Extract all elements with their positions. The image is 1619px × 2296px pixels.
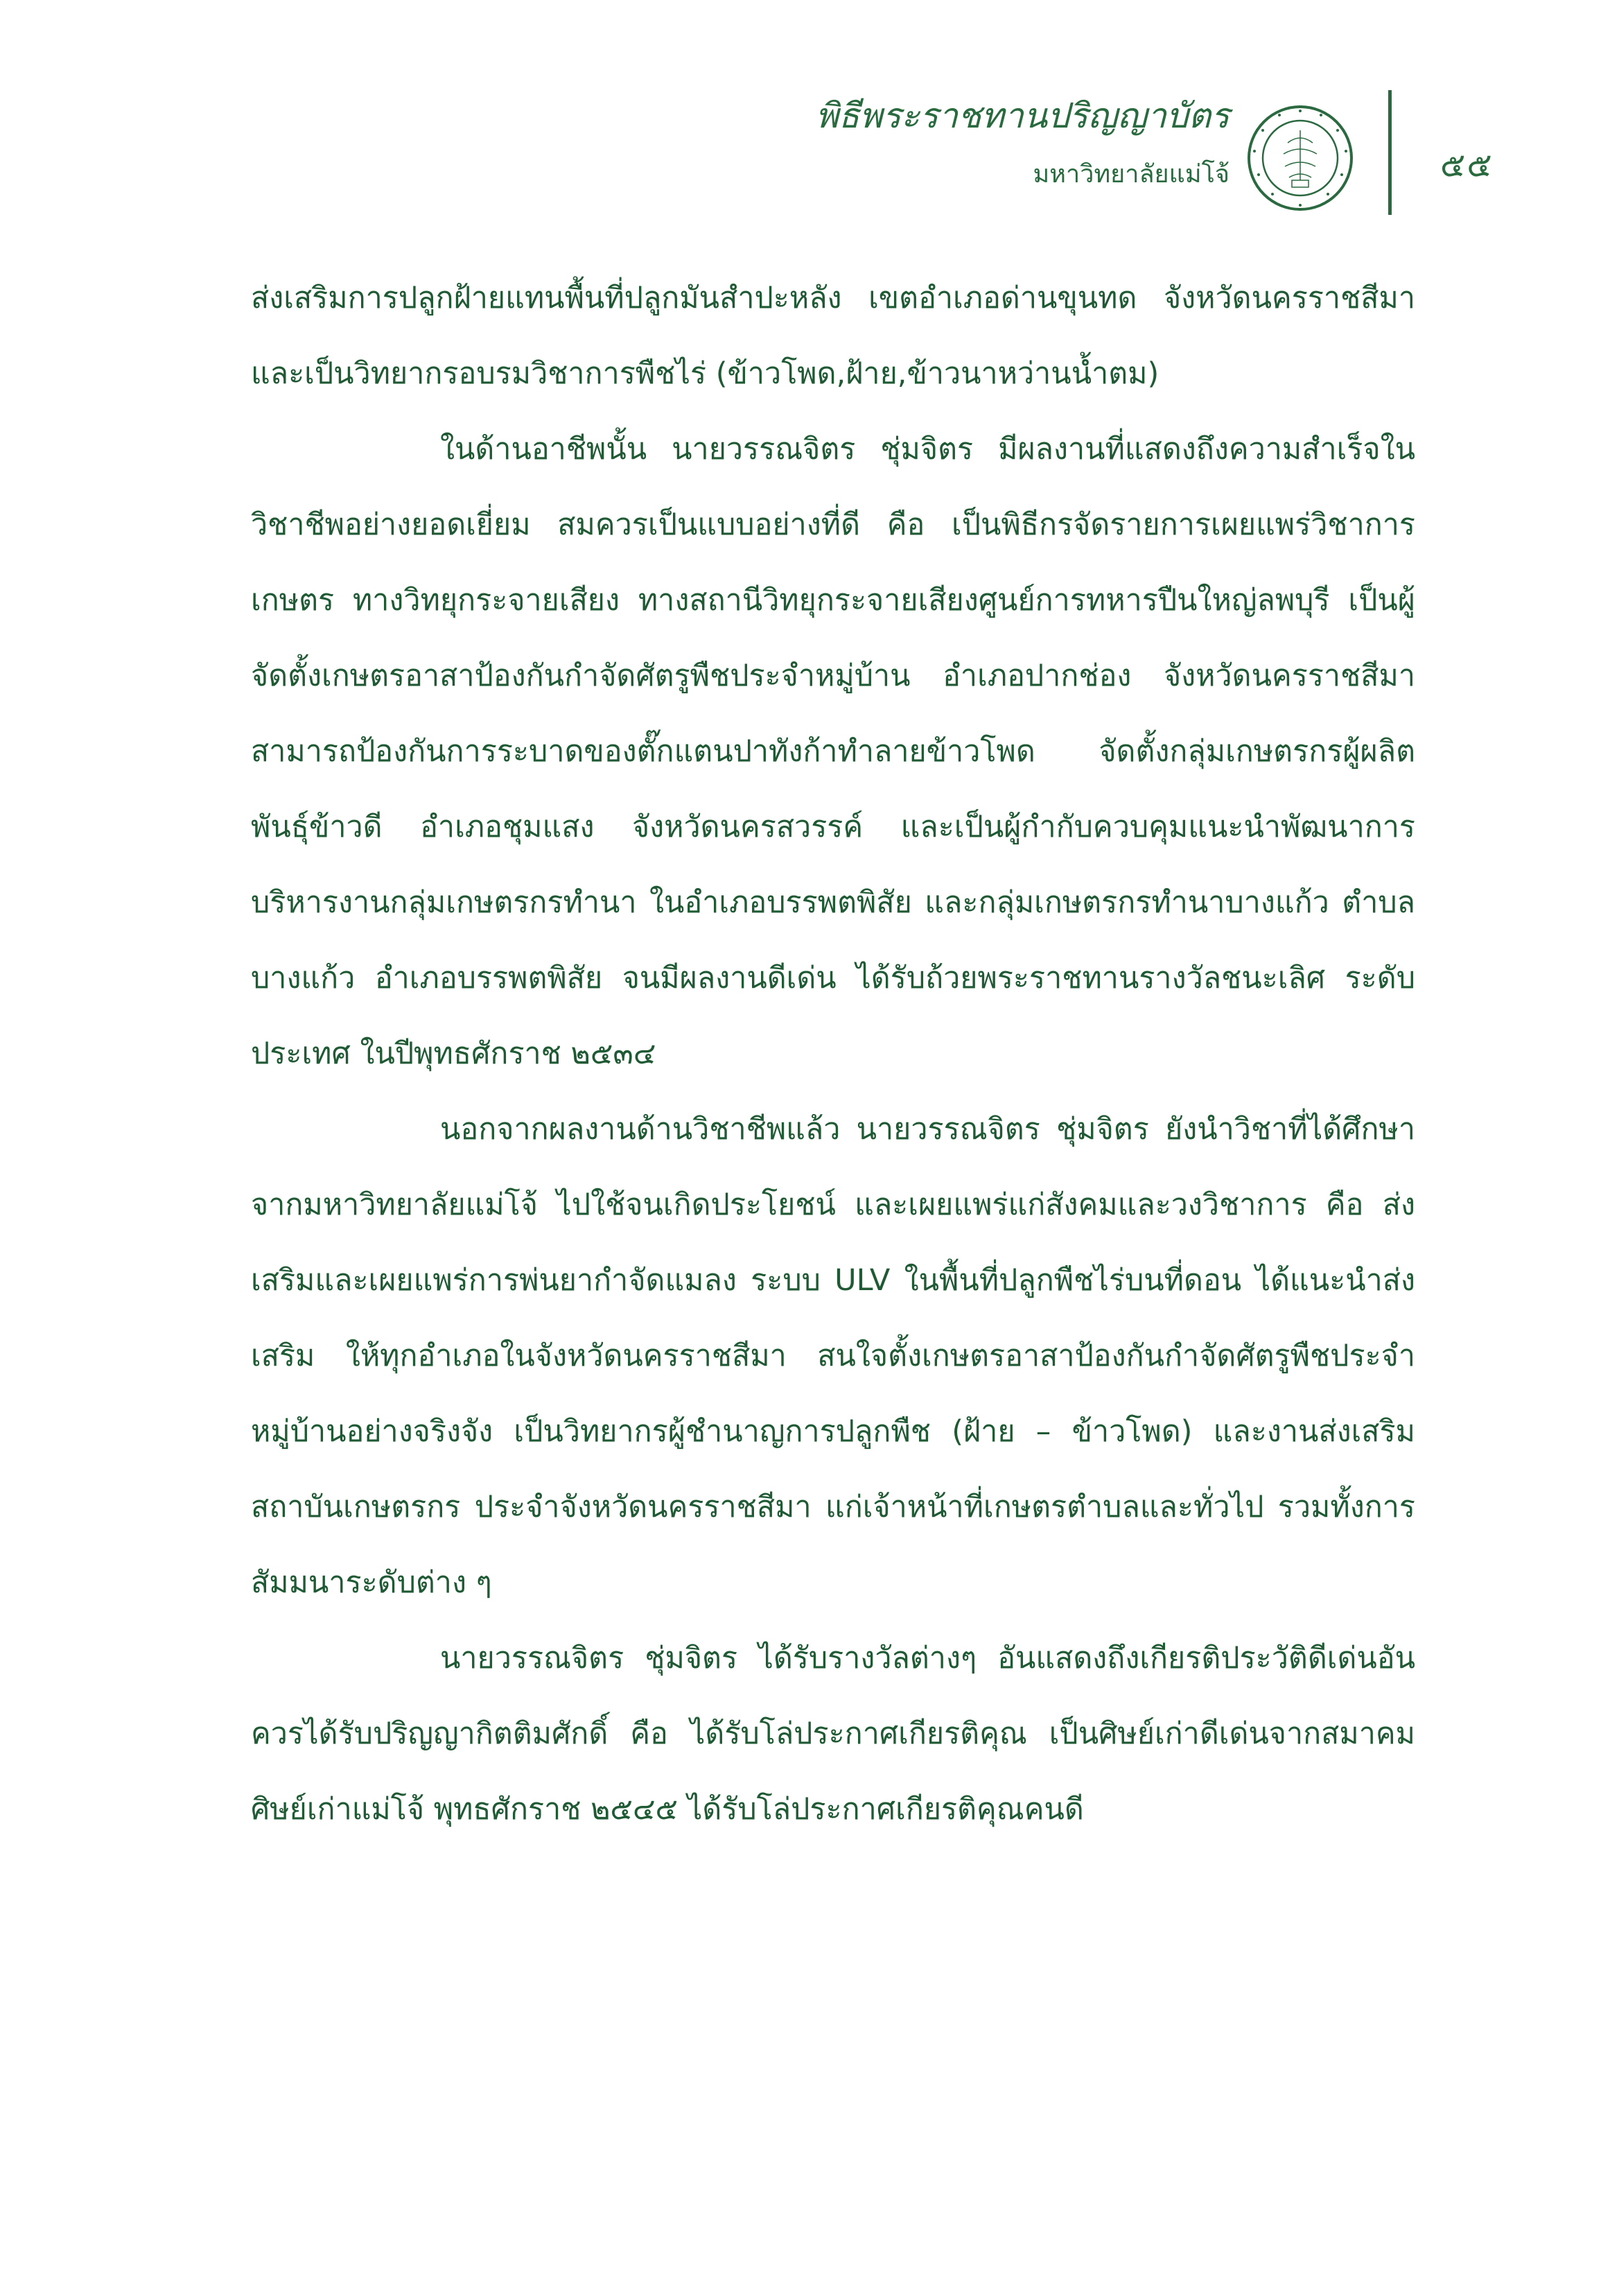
header-divider [1388, 90, 1392, 215]
ceremony-title: พิธีพระราชทานปริญญาบัตร [815, 96, 1229, 136]
page-header [0, 0, 1619, 222]
document-body [251, 261, 1415, 1847]
university-seal-icon [1245, 103, 1356, 214]
paragraph: นายวรรณจิตร ชุ่มจิตร ได้รับรางวัลต่างๆ อันแสดงถึงเกียรติประวัติดีเด่นอันควรได้รับปริญญากิตติมศักดิ์ คือ ได้รับโล่ประกาศเกียรติคุณ เป็นศิษย์เก่าดีเด่นจากสมาคมศิษย์เก่าแม่โจ้ พุทธศักราช ๒๕๔๕ ได้รับโล่ประกาศเกียรติคุณคนดี [251, 1641, 1415, 1827]
page-number: ๕๕ [1440, 146, 1494, 184]
paragraph: ในด้านอาชีพนั้น นายวรรณจิตร ชุ่มจิตร มีผลงานที่แสดงถึงความสำเร็จในวิชาชีพอย่างยอดเยี่ยม สมควรเป็นแบบอย่างที่ดี คือ เป็นพิธีกรจัดรายการเผยแพร่วิชาการเกษตร ทางวิทยุกระจายเสียง ทางสถานีวิทยุกระจายเสียงศูนย์การทหารปืนใหญ่ลพบุรี เป็นผู้จัดตั้งเกษตรอาสาป้องกันกำจัดศัตรูพืชประจำหมู่บ้าน อำเภอปากช่อง จังหวัดนครราชสีมา สามารถป้องกันการระบาดของตั๊กแตนปาทังก้าทำลายข้าวโพด จัดตั้งกลุ่มเกษตรกรผู้ผลิตพันธุ์ข้าวดี อำเภอชุมแสง จังหวัดนครสวรรค์ และเป็นผู้กำกับควบคุมแนะนำพัฒนาการบริหารงานกลุ่มเกษตรกรทำนา ในอำเภอบรรพตพิสัย และกลุ่มเกษตรกรทำนาบางแก้ว ตำบลบางแก้ว อำเภอบรรพตพิสัย จนมีผลงานดีเด่น ได้รับถ้วยพระราชทานรางวัลชนะเลิศ ระดับประเทศ ในปีพุทธศักราช ๒๕๓๔ [251, 432, 1415, 1071]
paragraph: ส่งเสริมการปลูกฝ้ายแทนพื้นที่ปลูกมันสำปะหลัง เขตอำเภอด่านขุนทด จังหวัดนครราชสีมา และเป็นวิทยากรอบรมวิชาการพืชไร่ (ข้าวโพด,ฝ้าย,ข้าวนาหว่านน้ำตม) [251, 281, 1415, 391]
paragraph: นอกจากผลงานด้านวิชาชีพแล้ว นายวรรณจิตร ชุ่มจิตร ยังนำวิชาที่ได้ศึกษาจากมหาวิทยาลัยแม่โจ้ ไปใช้จนเกิดประโยชน์ และเผยแพร่แก่สังคมและวงวิชาการ คือ ส่งเสริมและเผยแพร่การพ่นยากำจัดแมลง ระบบ ULV ในพื้นที่ปลูกพืชไร่บนที่ดอน ได้แนะนำส่งเสริม ให้ทุกอำเภอในจังหวัดนครราชสีมา สนใจตั้งเกษตรอาสาป้องกันกำจัดศัตรูพืชประจำหมู่บ้านอย่างจริงจัง เป็นวิทยากรผู้ชำนาญการปลูกพืช (ฝ้าย – ข้าวโพด) และงานส่งเสริมสถาบันเกษตรกร ประจำจังหวัดนครราชสีมา แก่เจ้าหน้าที่เกษตรตำบลและทั่วไป รวมทั้งการสัมมนาระดับต่าง ๆ [251, 1112, 1415, 1600]
university-name: มหาวิทยาลัยแม่โจ้ [1033, 160, 1229, 189]
